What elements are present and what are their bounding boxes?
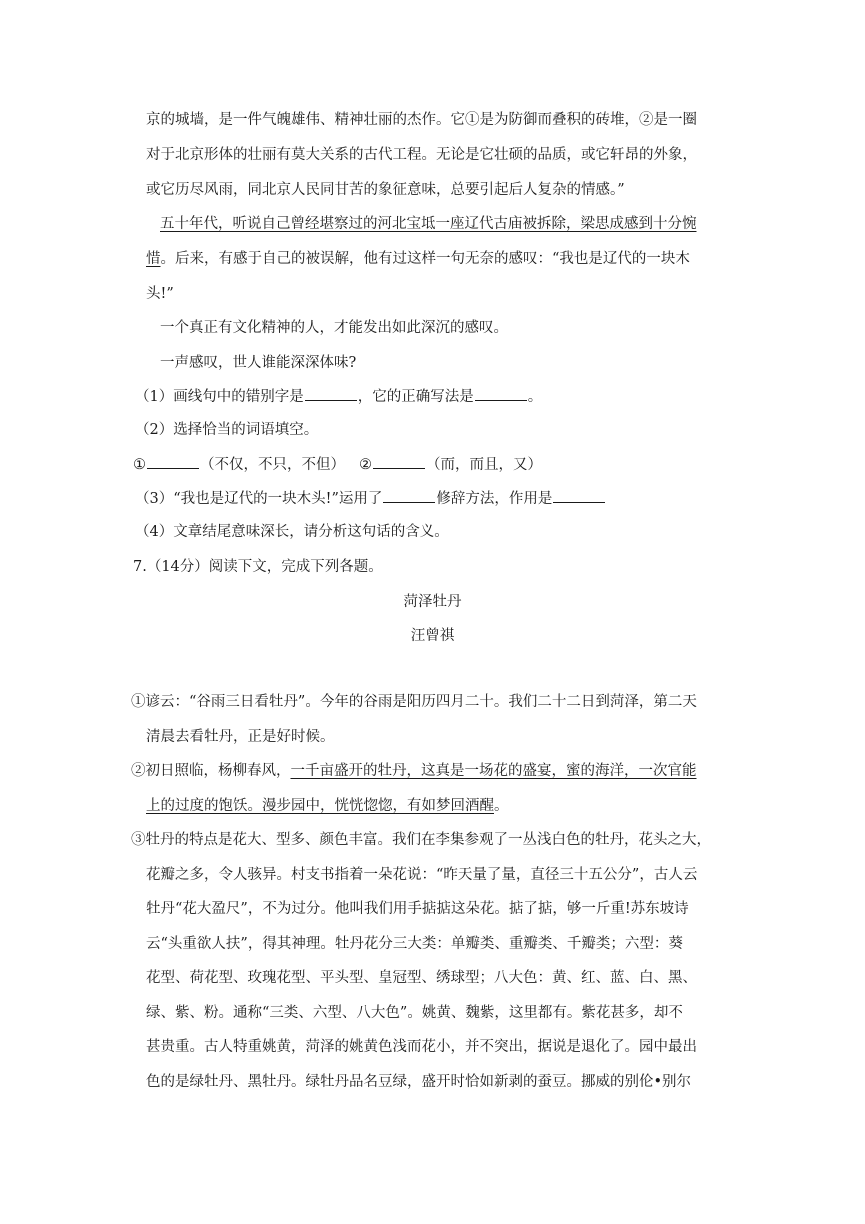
passage-line	[146, 249, 690, 269]
article-line: 牡丹“花大盈尺”，不为过分。他叫我们用手掂掂这朵花。掂了掂，够一斤重!苏东坡诗	[146, 901, 689, 917]
underlined-sentence-end: 上的过度的饱饫。漫步园中，恍恍惚惚，有如梦回酒醒	[146, 798, 494, 814]
answer-blank[interactable]	[373, 454, 425, 469]
article-line: 上的过度的饱饫。漫步园中，恍恍惚惚，有如梦回酒醒。	[146, 798, 509, 814]
article-line: 色的是绿牡丹、黑牡丹。绿牡丹品名豆绿，盛开时恰如新剥的蚕豆。挪威的别伦•别尔	[146, 1074, 692, 1090]
passage-line: 对于北京形体的壮丽有莫大关系的古代工程。无论是它壮硕的品质，或它轩昂的外象，	[146, 147, 697, 163]
underlined-sentence: 五十年代，听说自己曾经堪察过的河北宝坻一座辽代古庙被拆除，梁思成感到十分惋	[160, 216, 697, 232]
passage-line: 或它历尽风雨，同北京人民同甘苦的象征意味，总要引起后人复杂的情感。”	[146, 182, 625, 198]
article-line: 云“头重欲人扶”，得其神理。牡丹花分三大类：单瓣类、重瓣类、千瓣类；六型：葵	[146, 936, 683, 952]
underlined-sentence-end: 惜	[146, 251, 161, 267]
question-1: （1）画线句中的错别字是 ，它的正确写法是 。	[135, 386, 542, 407]
article-line: ③牡丹的特点是花大、型多、颜色丰富。我们在李集参观了一丛浅白色的牡丹，花头之大，	[131, 832, 711, 848]
question-2: （2）选择恰当的词语填空。	[135, 422, 319, 438]
passage-line: 京的城墙，是一件气魄雄伟、精神壮丽的杰作。它①是为防御而叠积的砖堆，②是一圈	[146, 112, 697, 128]
article-line: ①谚云：“谷雨三日看牡丹”。今年的谷雨是阳历四月二十。我们二十二日到菏泽，第二天	[131, 694, 697, 710]
article-title: 菏泽牡丹	[403, 594, 462, 610]
answer-blank[interactable]	[475, 386, 527, 401]
answer-blank[interactable]	[553, 488, 605, 503]
section-header: 7.（14分）阅读下文，完成下列各题。	[133, 559, 383, 575]
passage-text: 。后来，有感于自己的被误解，他有过这样一句无奈的感叹：“我也是辽代的一块木	[160, 251, 690, 267]
article-author: 汪曾祺	[410, 628, 455, 644]
article-line: 绿、紫、粉。通称“三类、六型、八大色”。姚黄、魏紫，这里都有。紫花甚多，却不	[146, 1005, 683, 1021]
article-line: 花瓣之多，令人骇异。村支书指着一朵花说：“昨天量了量，直径三十五公分”，古人云	[146, 867, 698, 883]
article-line: ②初日照临，杨柳春风，一千亩盛开的牡丹，这真是一场花的盛宴，蜜的海洋，一次官能	[131, 763, 697, 779]
question-4: （4）文章结尾意味深长，请分析这句话的含义。	[135, 524, 449, 540]
article-line: 甚贵重。古人特重姚黄，菏泽的姚黄色浅而花小，并不突出，据说是退化了。园中最出	[146, 1039, 697, 1055]
question-3: （3）“我也是辽代的一块木头!”运用了 修辞方法，作用是	[135, 488, 606, 509]
passage-line: 一声感叹，世人谁能深深体味?	[160, 355, 357, 371]
article-line: 清晨去看牡丹，正是好时候。	[146, 729, 335, 745]
answer-blank[interactable]	[305, 386, 357, 401]
question-2-options: ① （不仅，不只，不但） ② （而，而且，又）	[133, 454, 542, 475]
answer-blank[interactable]	[147, 454, 199, 469]
passage-line: 头!”	[146, 286, 174, 302]
underlined-sentence: 一千亩盛开的牡丹，这真是一场花的盛宴，蜜的海洋，一次官能	[290, 763, 697, 779]
passage-line: 一个真正有文化精神的人，才能发出如此深沉的感叹。	[160, 320, 508, 336]
answer-blank[interactable]	[383, 488, 435, 503]
article-line: 花型、荷花型、玫瑰花型、平头型、皇冠型、绣球型；八大色：黄、红、蓝、白、黑、	[146, 970, 697, 986]
